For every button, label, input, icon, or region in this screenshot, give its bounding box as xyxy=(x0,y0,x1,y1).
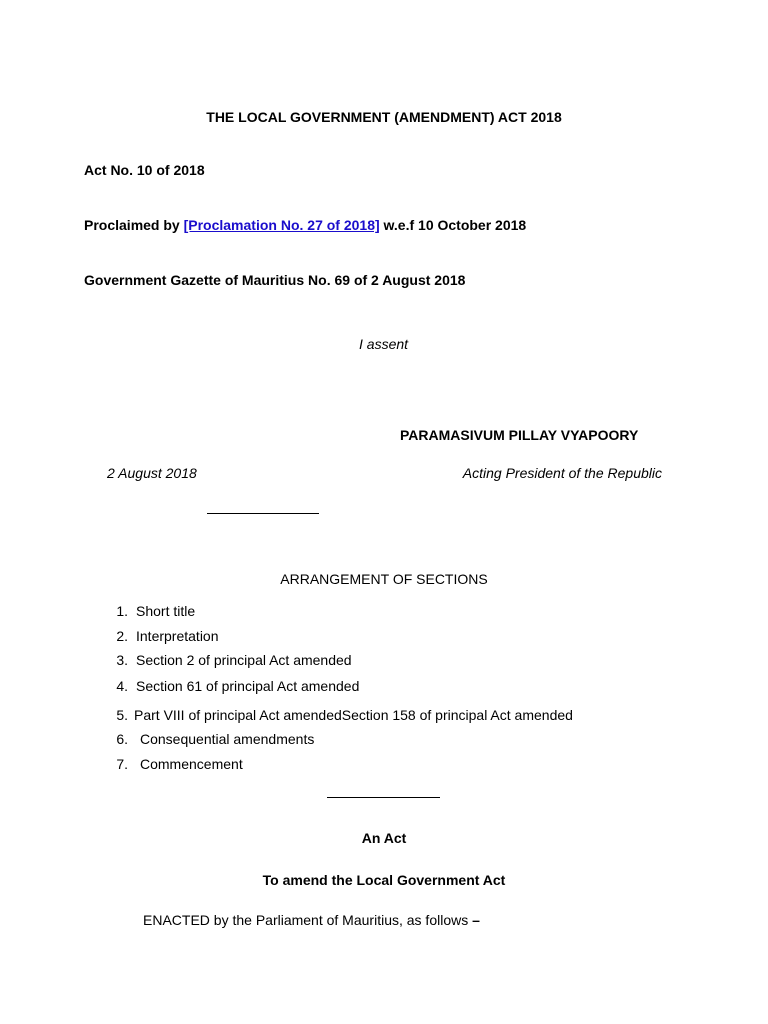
assent-date: 2 August 2018 xyxy=(107,465,197,481)
assent-text: I assent xyxy=(359,336,409,352)
signatory-role: Acting President of the Republic xyxy=(462,465,662,481)
arrangement-heading: ARRANGEMENT OF SECTIONS xyxy=(280,571,488,587)
proclaimed-suffix: w.e.f 10 October 2018 xyxy=(379,217,527,233)
toc-item-label: Interpretation xyxy=(136,628,219,644)
toc-item[interactable] xyxy=(106,652,352,668)
enacting-clause-dash: – xyxy=(472,912,480,928)
toc-item-label: Consequential amendments xyxy=(140,731,315,747)
divider-line xyxy=(327,797,440,798)
toc-item[interactable] xyxy=(106,603,195,619)
toc-item[interactable] xyxy=(106,678,359,694)
divider-line xyxy=(207,513,319,514)
proclaimed-prefix: Proclaimed by xyxy=(84,217,184,233)
enacting-clause-text: ENACTED by the Parliament of Mauritius, as follows xyxy=(143,912,473,928)
toc-item-label: Section 61 of principal Act amended xyxy=(136,678,360,694)
document-title: THE LOCAL GOVERNMENT (AMENDMENT) ACT 2018 xyxy=(206,109,562,125)
act-number: Act No. 10 of 2018 xyxy=(84,162,205,178)
toc-item-number: 4. xyxy=(116,678,128,694)
toc-item-number: 2. xyxy=(116,628,128,644)
act-purpose: To amend the Local Government Act xyxy=(262,872,506,888)
toc-item-label: Commencement xyxy=(140,756,243,772)
gazette-reference: Government Gazette of Mauritius No. 69 of 2 August 2018 xyxy=(84,272,466,288)
signatory-name: PARAMASIVUM PILLAY VYAPOORY xyxy=(400,427,639,443)
toc-item-number: 7. xyxy=(116,756,128,772)
toc-item-number: 1. xyxy=(116,603,128,619)
proclaimed-line xyxy=(84,217,526,233)
enacting-clause xyxy=(143,912,480,928)
toc-item-label: Part VIII of principal Act amendedSection 158 of principal Act amended xyxy=(134,707,573,723)
toc-item-number: 5. xyxy=(116,707,128,723)
toc-item[interactable] xyxy=(106,731,314,747)
an-act-heading: An Act xyxy=(361,830,407,846)
toc-item[interactable] xyxy=(106,756,243,772)
toc-item-number: 3. xyxy=(116,652,128,668)
toc-item[interactable] xyxy=(106,628,219,644)
toc-item-label: Section 2 of principal Act amended xyxy=(136,652,352,668)
toc-item[interactable] xyxy=(106,707,573,723)
toc-item-number: 6. xyxy=(116,731,128,747)
toc-item-label: Short title xyxy=(136,603,196,619)
proclamation-link[interactable]: [Proclamation No. 27 of 2018] xyxy=(183,217,380,233)
